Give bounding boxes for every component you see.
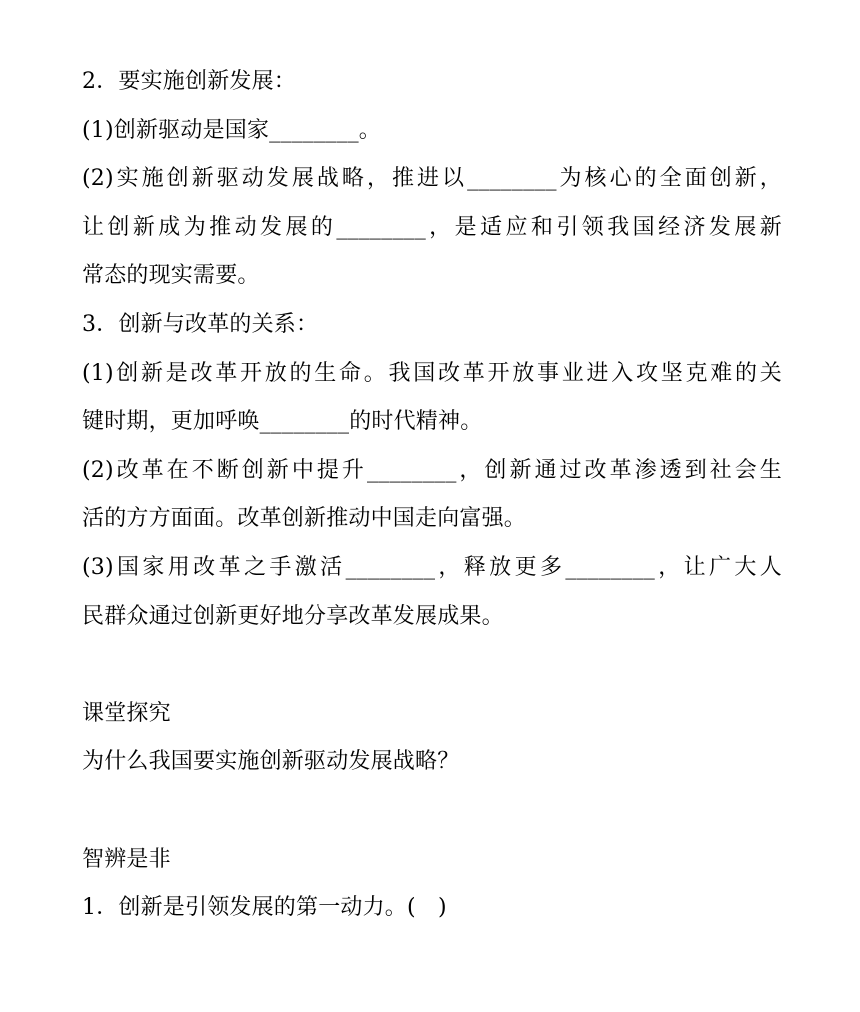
- item-3-3-line-1: (3)国家用改革之手激活________，释放更多________，让广大人: [82, 554, 782, 580]
- item-3-1-line-1: (1)创新是改革开放的生命。我国改革开放事业进入攻坚克难的关: [82, 360, 782, 386]
- section-title-zhibian: 智辨是非: [82, 846, 171, 872]
- spacer: [82, 787, 782, 836]
- spacer: [82, 641, 782, 690]
- item-2-2-line-2: 让创新成为推动发展的________，是适应和引领我国经济发展新: [82, 214, 782, 240]
- ketang-question: 为什么我国要实施创新驱动发展战略？: [82, 749, 460, 775]
- heading-point-3: 3．创新与改革的关系：: [82, 311, 319, 337]
- heading-point-2: 2．要实施创新发展：: [82, 69, 296, 94]
- item-3-2-line-1: (2)改革在不断创新中提升________，创新通过改革渗透到社会生: [82, 457, 782, 483]
- item-2-2-line-3: 常态的现实需要。: [82, 263, 260, 289]
- zhibian-item-1: 1．创新是引领发展的第一动力。( ): [82, 895, 447, 921]
- item-2-2-line-1: (2)实施创新驱动发展战略，推进以________为核心的全面创新，: [82, 166, 782, 192]
- item-3-1-line-2: 键时期，更加呼唤________的时代精神。: [82, 409, 483, 435]
- section-title-ketang: 课堂探究: [82, 700, 171, 726]
- item-2-1: (1)创新驱动是国家________。: [82, 117, 381, 143]
- item-3-2-line-2: 活的方方面面。改革创新推动中国走向富强。: [82, 506, 527, 532]
- document-page: [82, 58, 782, 933]
- item-3-3-line-2: 民群众通过创新更好地分享改革发展成果。: [82, 603, 504, 629]
